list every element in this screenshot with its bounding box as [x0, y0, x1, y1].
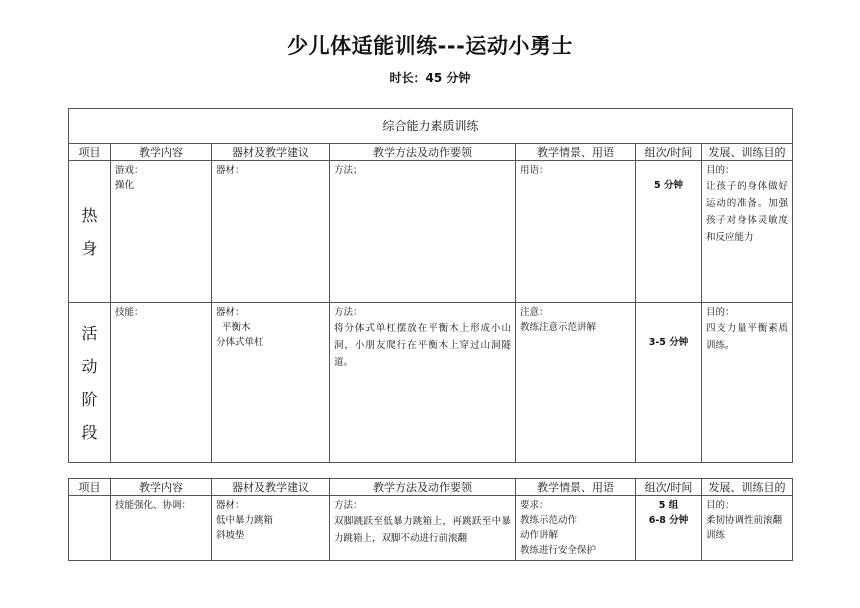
- header-method: 教学方法及动作要领: [330, 479, 516, 496]
- header-equipment: 器材及教学建议: [212, 479, 330, 496]
- section-banner: 综合能力素质训练: [69, 109, 793, 144]
- section-activity: 活 动 阶 段: [69, 303, 111, 463]
- training-table-2: [68, 478, 793, 561]
- duration-subtitle: 时长：45 分钟: [389, 71, 471, 85]
- skill-content: 技能强化、协调：: [111, 496, 212, 561]
- skill-equipment: 器材： 低中暴力跳箱 斜坡垫: [212, 496, 330, 561]
- activity-method: 方法： 将分体式单杠摆放在平衡木上形成小山洞，小朋友爬行在平衡木上穿过山洞隧道。: [330, 303, 516, 463]
- warmup-method: 方法；: [330, 161, 516, 303]
- header-item: 项目: [69, 144, 111, 161]
- header-purpose: 发展、训练目的: [702, 479, 793, 496]
- header-equipment: 器材及教学建议: [212, 144, 330, 161]
- warmup-content: 游戏： 操化: [111, 161, 212, 303]
- header-content: 教学内容: [111, 479, 212, 496]
- activity-content: 技能：: [111, 303, 212, 463]
- skill-method: 方法： 双脚跳跃至低暴力跳箱上，再跳跃至中暴力跳箱上，双脚不动进行前滚翻: [330, 496, 516, 561]
- activity-equipment: 器材： 平衡木 分体式单杠: [212, 303, 330, 463]
- skill-purpose: 目的： 柔韧协调性前滚翻 训练: [702, 496, 793, 561]
- skill-scenario: 要求： 教练示范动作 动作讲解 教练进行安全保护: [516, 496, 636, 561]
- warmup-duration: 5 分钟: [636, 161, 702, 303]
- activity-row: [69, 303, 793, 463]
- header-item: 项目: [69, 479, 111, 496]
- activity-duration: 3-5 分钟: [636, 303, 702, 463]
- warmup-row: [69, 161, 793, 303]
- header-purpose: 发展、训练目的: [702, 144, 793, 161]
- warmup-equipment: 器材：: [212, 161, 330, 303]
- header-content: 教学内容: [111, 144, 212, 161]
- warmup-purpose: 目的： 让孩子的身体做好运动的准备。加强孩子对身体灵敏度和反应能力: [702, 161, 793, 303]
- header-method: 教学方法及动作要领: [330, 144, 516, 161]
- warmup-scenario: 用语：: [516, 161, 636, 303]
- activity-purpose: 目的： 四支力量平衡素质训练。: [702, 303, 793, 463]
- training-table-1: [68, 108, 793, 463]
- header-row: [69, 144, 793, 161]
- skill-section: [69, 496, 111, 561]
- header-row-2: [69, 479, 793, 496]
- activity-scenario: 注意： 教练注意示范讲解: [516, 303, 636, 463]
- skill-row: [69, 496, 793, 561]
- header-scenario: 教学情景、用语: [516, 144, 636, 161]
- page-title: 少儿体适能训练---运动小勇士: [287, 34, 573, 58]
- header-duration: 组次/时间: [636, 479, 702, 496]
- header-scenario: 教学情景、用语: [516, 479, 636, 496]
- header-duration: 组次/时间: [636, 144, 702, 161]
- section-warmup: 热 身: [69, 161, 111, 303]
- skill-duration: 5 组 6-8 分钟: [636, 496, 702, 561]
